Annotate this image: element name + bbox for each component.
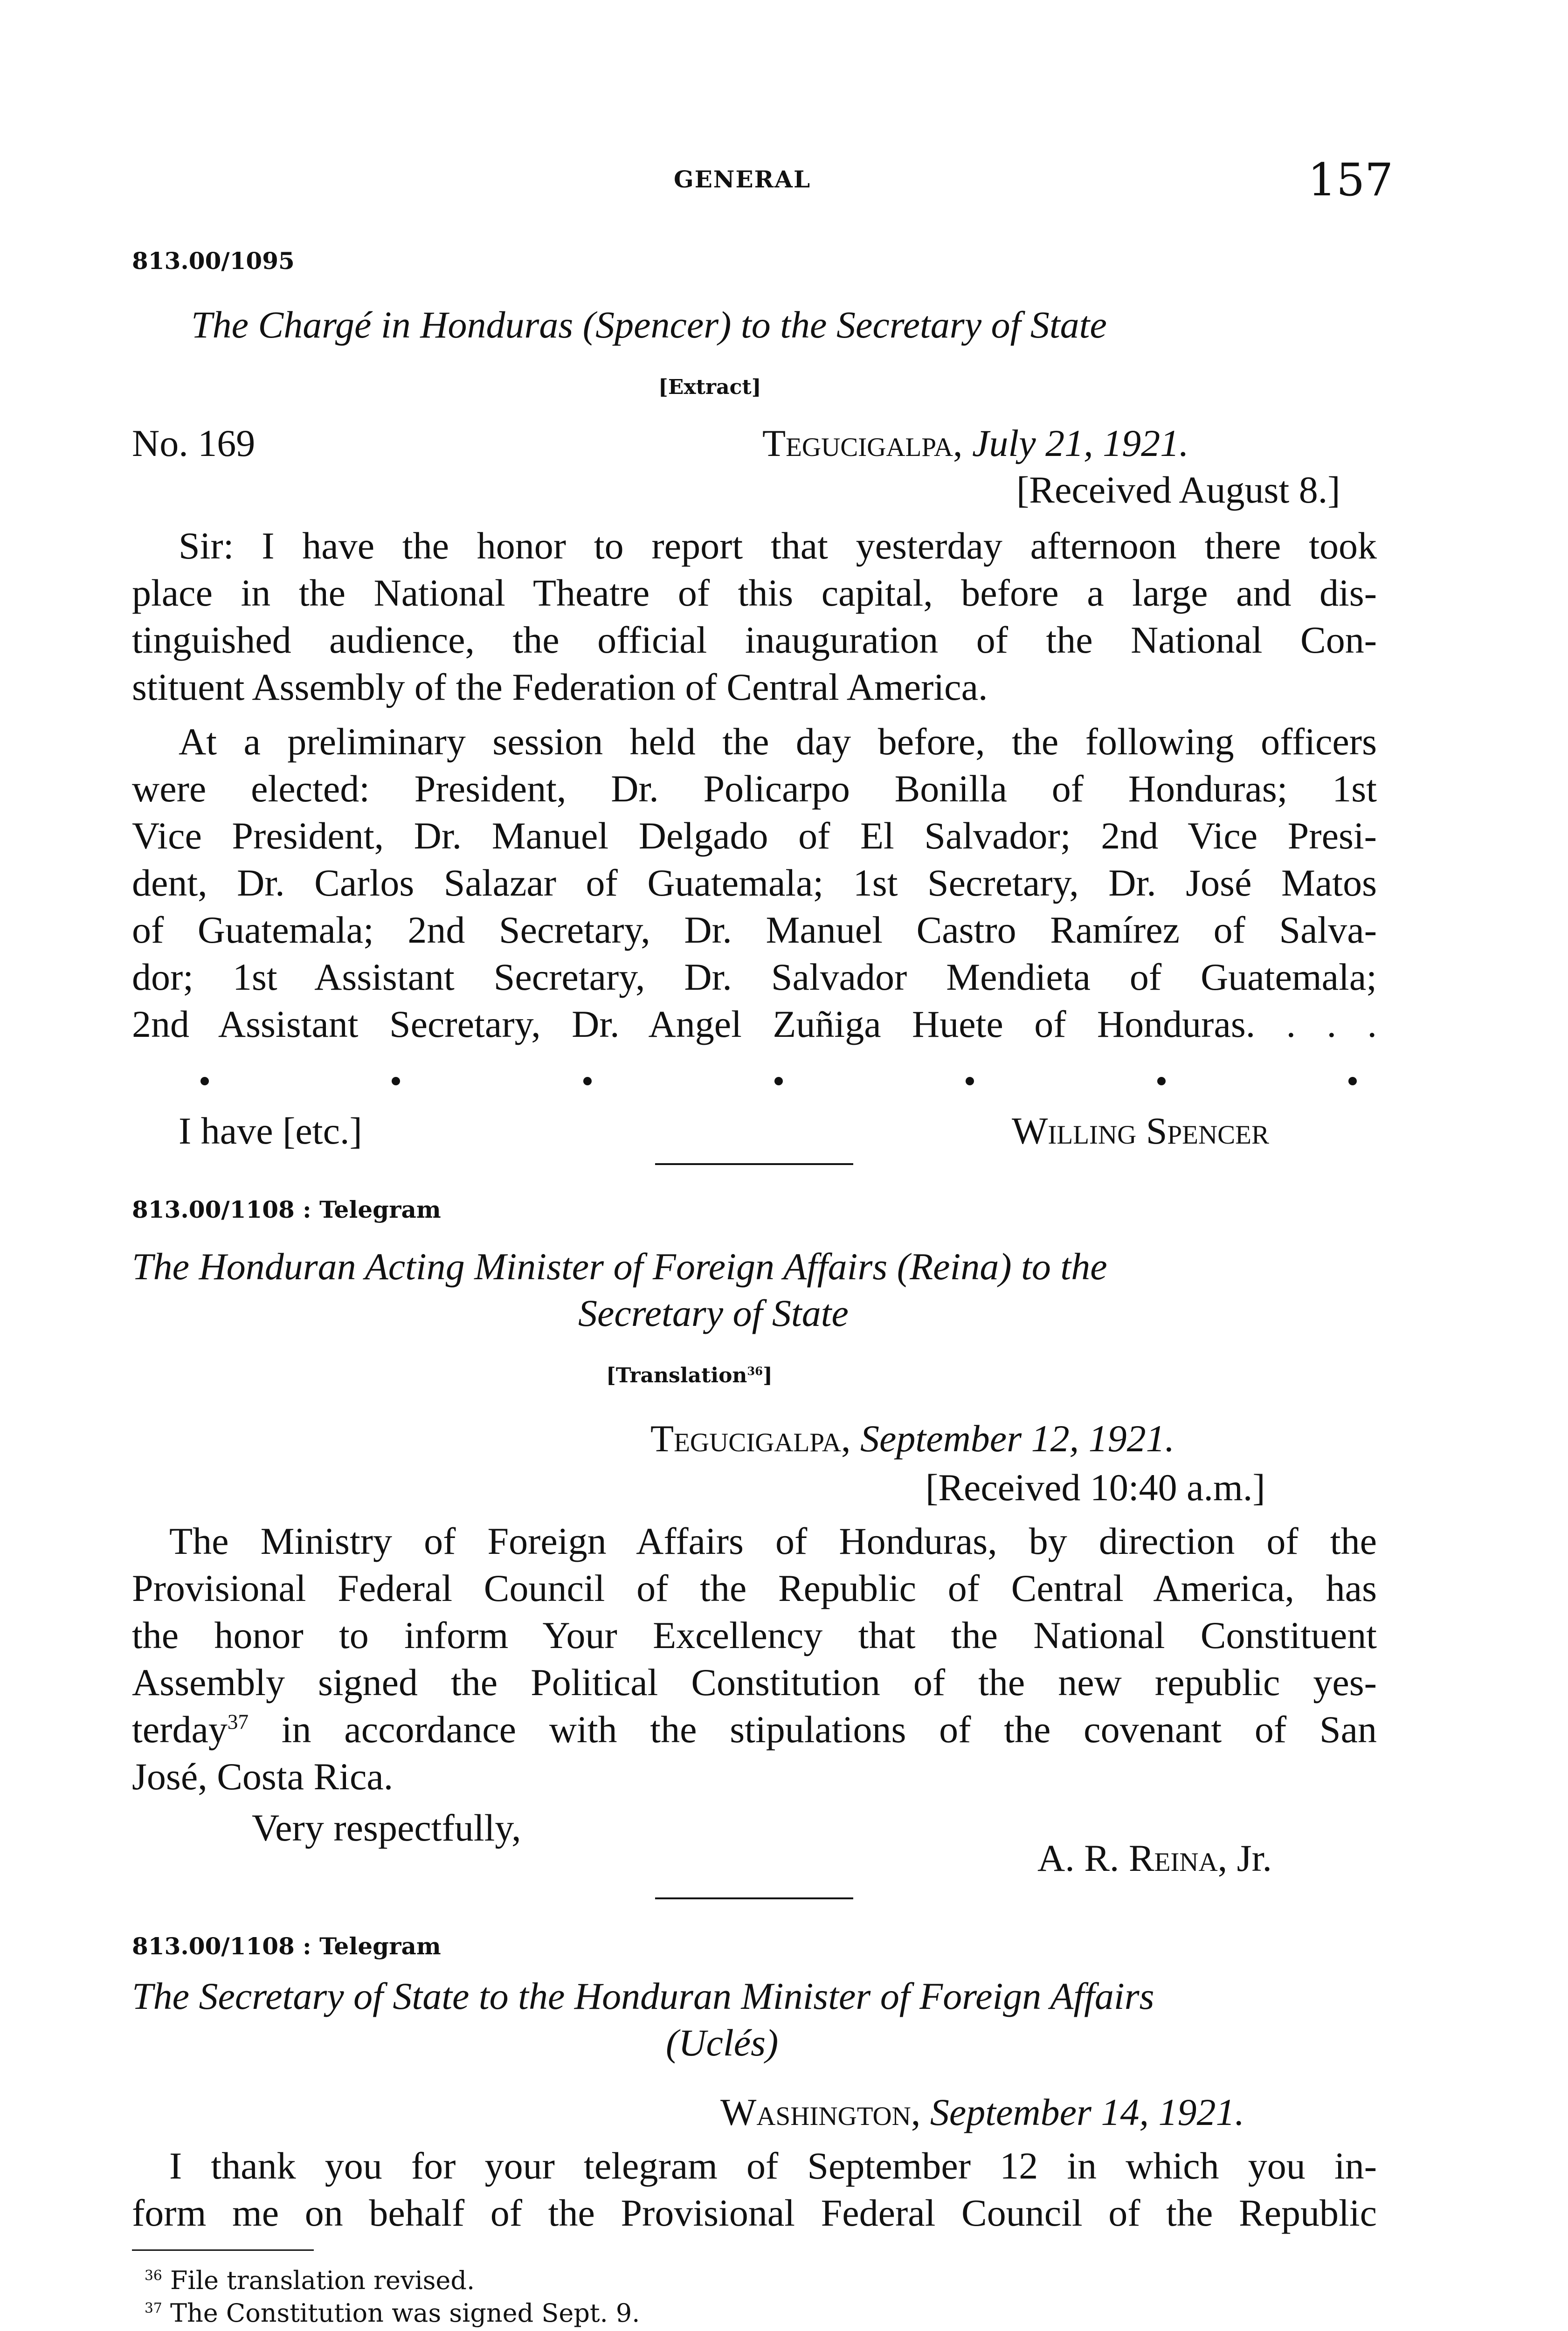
ellipsis-dot bbox=[200, 1077, 209, 1085]
footnote-ref: 37 bbox=[145, 2300, 162, 2317]
doc2-note-ref: 36 bbox=[747, 1364, 763, 1378]
doc2-note-bracket: ] bbox=[763, 1364, 773, 1387]
doc1-dateline bbox=[762, 420, 1189, 467]
ellipsis-dot bbox=[1348, 1077, 1357, 1085]
doc3-p-line: I thank you for your telegram of September 12 in which you in- bbox=[169, 2145, 1377, 2187]
doc2-note bbox=[606, 1364, 773, 1387]
ellipsis-dot bbox=[392, 1077, 400, 1085]
doc1-p2-line: were elected: President, Dr. Policarpo Bonilla of Honduras; 1st bbox=[132, 767, 1377, 810]
doc1-p1-line: place in the National Theatre of this capital, before a large and dis- bbox=[132, 572, 1377, 614]
doc2-footnote-ref: 37 bbox=[227, 1710, 249, 1734]
doc1-p1-line: Sir: I have the honor to report that yesterday afternoon there took bbox=[179, 524, 1377, 567]
footnote-text: File translation revised. bbox=[170, 2266, 475, 2295]
doc1-p1-line: stituent Assembly of the Federation of Central America. bbox=[132, 666, 988, 708]
doc3-file-number: 813.00/1108 : Telegram bbox=[132, 1932, 441, 1960]
doc3-date: September 14, 1921. bbox=[930, 2091, 1244, 2133]
doc1-p2-line: of Guatemala; 2nd Secretary, Dr. Manuel Castro Ramírez of Salva- bbox=[132, 909, 1377, 951]
running-head-section: GENERAL bbox=[674, 166, 811, 193]
doc1-p2-line: 2nd Assistant Secretary, Dr. Angel Zuñiga Huete of Honduras. . . . bbox=[132, 1003, 1377, 1045]
doc1-place: Tegucigalpa, bbox=[762, 422, 963, 464]
doc1-file-number: 813.00/1095 bbox=[132, 247, 295, 275]
doc1-p2-line: dor; 1st Assistant Secretary, Dr. Salvador Mendieta of Guatemala; bbox=[132, 956, 1377, 998]
doc3-title-line-1: The Secretary of State to the Honduran Minister of Foreign Affairs bbox=[132, 1975, 1154, 2017]
doc2-signature bbox=[1037, 1834, 1272, 1882]
doc1-signature: Willing Spencer bbox=[1012, 1110, 1269, 1152]
doc2-p-line: The Ministry of Foreign Affairs of Honduras, by direction of the bbox=[169, 1520, 1377, 1562]
doc2-p-line: José, Costa Rica. bbox=[132, 1755, 394, 1798]
section-divider bbox=[655, 1897, 853, 1899]
doc2-p-line: Assembly signed the Political Constitution of the new republic yes- bbox=[132, 1661, 1377, 1703]
doc2-note-text: [Translation bbox=[606, 1364, 747, 1387]
doc1-p2-line: At a preliminary session held the day before, the following officers bbox=[179, 720, 1377, 763]
doc2-title-line-2: Secretary of State bbox=[578, 1292, 849, 1334]
ellipsis-dot bbox=[774, 1077, 783, 1085]
doc2-p-line: the honor to inform Your Excellency that the National Constituent bbox=[132, 1614, 1377, 1656]
ellipsis-dot bbox=[583, 1077, 592, 1085]
doc1-closing: I have [etc.] bbox=[179, 1110, 362, 1152]
doc2-signature-name: Reina bbox=[1128, 1837, 1218, 1879]
footnote-text: The Constitution was signed Sept. 9. bbox=[170, 2298, 640, 2328]
ellipsis-row bbox=[200, 1077, 1357, 1085]
doc1-p1-line: tinguished audience, the official inauguration of the National Con- bbox=[132, 619, 1377, 661]
footnote-37 bbox=[145, 2298, 640, 2328]
doc3-title-line-2: (Uclés) bbox=[666, 2021, 779, 2064]
doc2-signature-initials: A. R. bbox=[1037, 1837, 1119, 1879]
doc1-title: The Chargé in Honduras (Spencer) to the Secretary of State bbox=[191, 303, 1107, 346]
doc2-place: Tegucigalpa, bbox=[650, 1417, 851, 1460]
doc3-paragraph bbox=[132, 2142, 1377, 2236]
doc2-p-line-5 bbox=[132, 1706, 1377, 1753]
doc3-place: Washington, bbox=[720, 2091, 921, 2133]
page-number: 157 bbox=[1308, 154, 1394, 206]
doc1-number: No. 169 bbox=[132, 422, 256, 464]
doc2-p-line-5-start: terday bbox=[132, 1708, 228, 1751]
doc1-paragraph-2 bbox=[132, 718, 1377, 1048]
doc3-p-line: form me on behalf of the Provisional Federal Council of the Republic bbox=[132, 2192, 1377, 2234]
doc1-note: [Extract] bbox=[658, 375, 761, 399]
doc2-date: September 12, 1921. bbox=[860, 1417, 1175, 1460]
doc2-title-line-1: The Honduran Acting Minister of Foreign Affairs (Reina) to the bbox=[132, 1245, 1107, 1288]
section-divider bbox=[655, 1163, 853, 1165]
footnote-rule bbox=[132, 2249, 314, 2251]
doc2-p-line: Provisional Federal Council of the Republic of Central America, has bbox=[132, 1567, 1377, 1609]
doc1-date: July 21, 1921. bbox=[972, 422, 1189, 464]
footnote-36 bbox=[145, 2266, 475, 2295]
doc1-p2-line: Vice President, Dr. Manuel Delgado of El Salvador; 2nd Vice Presi- bbox=[132, 814, 1377, 857]
doc3-dateline bbox=[720, 2089, 1244, 2136]
doc2-paragraph bbox=[132, 1517, 1377, 1800]
doc2-dateline bbox=[650, 1415, 1174, 1462]
doc1-paragraph-1 bbox=[132, 522, 1377, 710]
doc1-p2-line: dent, Dr. Carlos Salazar of Guatemala; 1st Secretary, Dr. José Matos bbox=[132, 862, 1377, 904]
ellipsis-dot bbox=[1157, 1077, 1166, 1085]
doc2-signature-suffix: , Jr. bbox=[1217, 1837, 1272, 1879]
doc2-received: [Received 10:40 a.m.] bbox=[926, 1466, 1265, 1509]
ellipsis-dot bbox=[966, 1077, 974, 1085]
doc2-closing: Very respectfully, bbox=[252, 1807, 521, 1849]
doc1-received: [Received August 8.] bbox=[1016, 469, 1340, 511]
doc2-p-line-5-rest: in accordance with the stipulations of the covenant of San bbox=[248, 1708, 1377, 1751]
footnote-ref: 36 bbox=[145, 2268, 162, 2284]
doc2-file-number: 813.00/1108 : Telegram bbox=[132, 1196, 441, 1223]
